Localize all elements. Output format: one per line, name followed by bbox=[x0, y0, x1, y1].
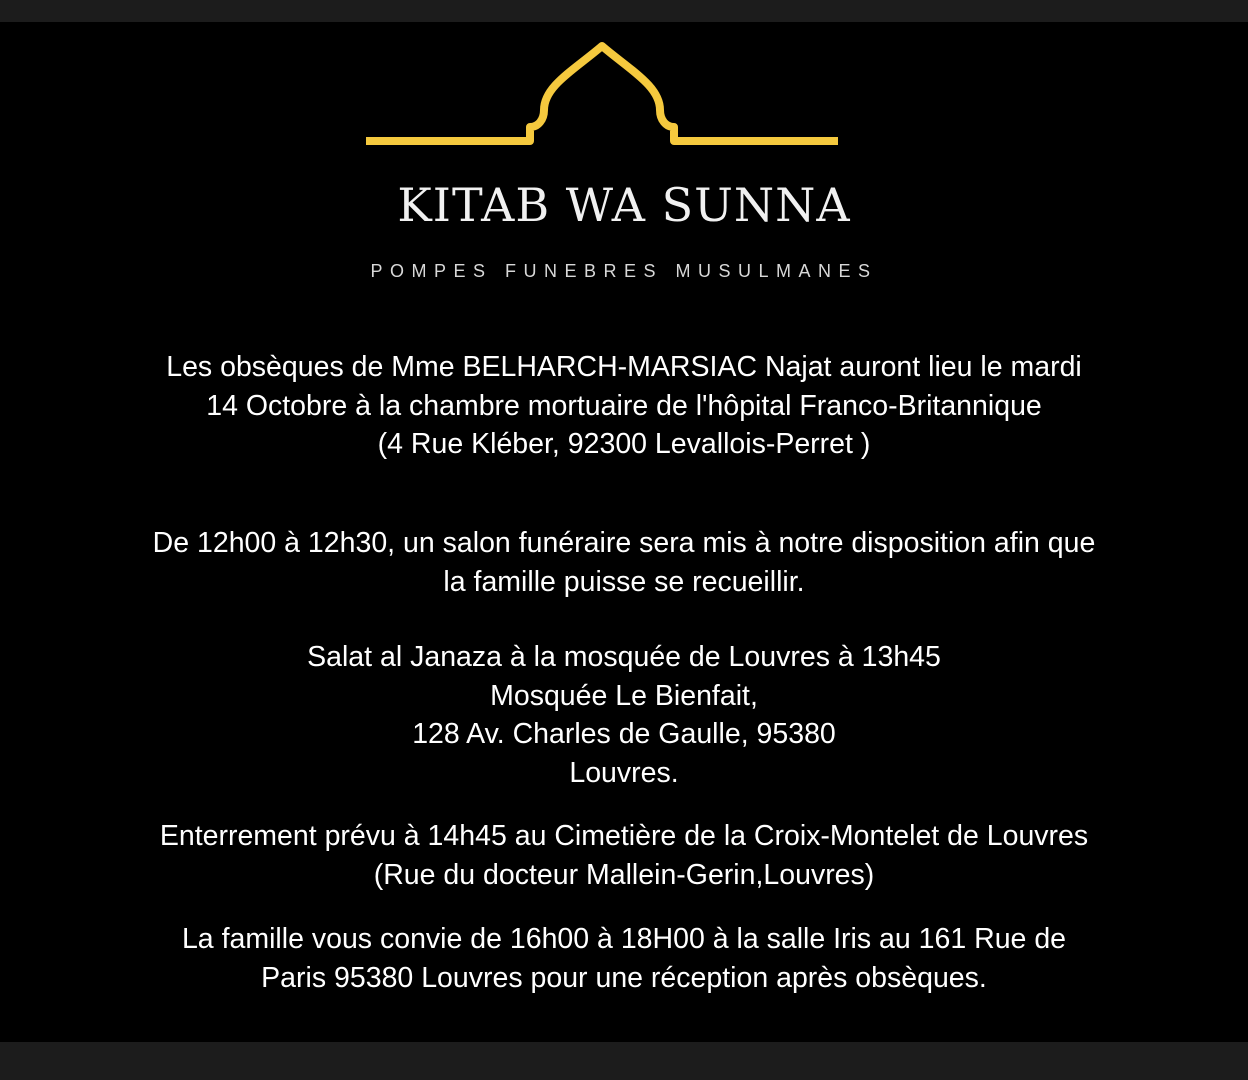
text-line: Louvres. bbox=[569, 756, 679, 789]
brand-tagline: POMPES FUNEBRES MUSULMANES bbox=[370, 261, 878, 281]
text-line: 14 Octobre à la chambre mortuaire de l'hôpital Franco-Britannique bbox=[206, 389, 1042, 422]
mosque-dome-icon bbox=[362, 42, 842, 154]
announcement-card bbox=[0, 22, 1248, 1042]
brand-name: KITAB WA SUNNA bbox=[397, 178, 851, 232]
text-line: Enterrement prévu à 14h45 au Cimetière de la Croix-Montelet de Louvres bbox=[159, 820, 1089, 852]
text-line: Paris 95380 Louvres pour une réception après obsèques. bbox=[261, 961, 987, 994]
text-line: la famille puisse se recueillir. bbox=[443, 565, 805, 598]
text-line: (Rue du docteur Mallein-Gerin,Louvres) bbox=[373, 858, 875, 891]
paragraph-janaza-prayer bbox=[0, 638, 1248, 792]
text-line: La famille vous convie de 16h00 à 18H00 à la salle Iris au 161 Rue de bbox=[181, 923, 1067, 955]
text-line: (4 Rue Kléber, 92300 Levallois-Perret ) bbox=[377, 428, 871, 460]
paragraph-burial bbox=[0, 817, 1248, 894]
paragraph-funeral-location bbox=[0, 348, 1248, 464]
paragraph-reception bbox=[0, 920, 1248, 997]
text-line: Les obsèques de Mme BELHARCH-MARSIAC Najat auront lieu le mardi bbox=[166, 351, 1082, 383]
paragraph-funeral-salon bbox=[0, 524, 1248, 601]
text-line: Mosquée Le Bienfait, bbox=[490, 679, 758, 712]
text-line: De 12h00 à 12h30, un salon funéraire sera mis à notre disposition afin que bbox=[152, 527, 1096, 559]
text-line: Salat al Janaza à la mosquée de Louvres à 13h45 bbox=[307, 641, 941, 673]
text-line: 128 Av. Charles de Gaulle, 95380 bbox=[412, 718, 836, 750]
